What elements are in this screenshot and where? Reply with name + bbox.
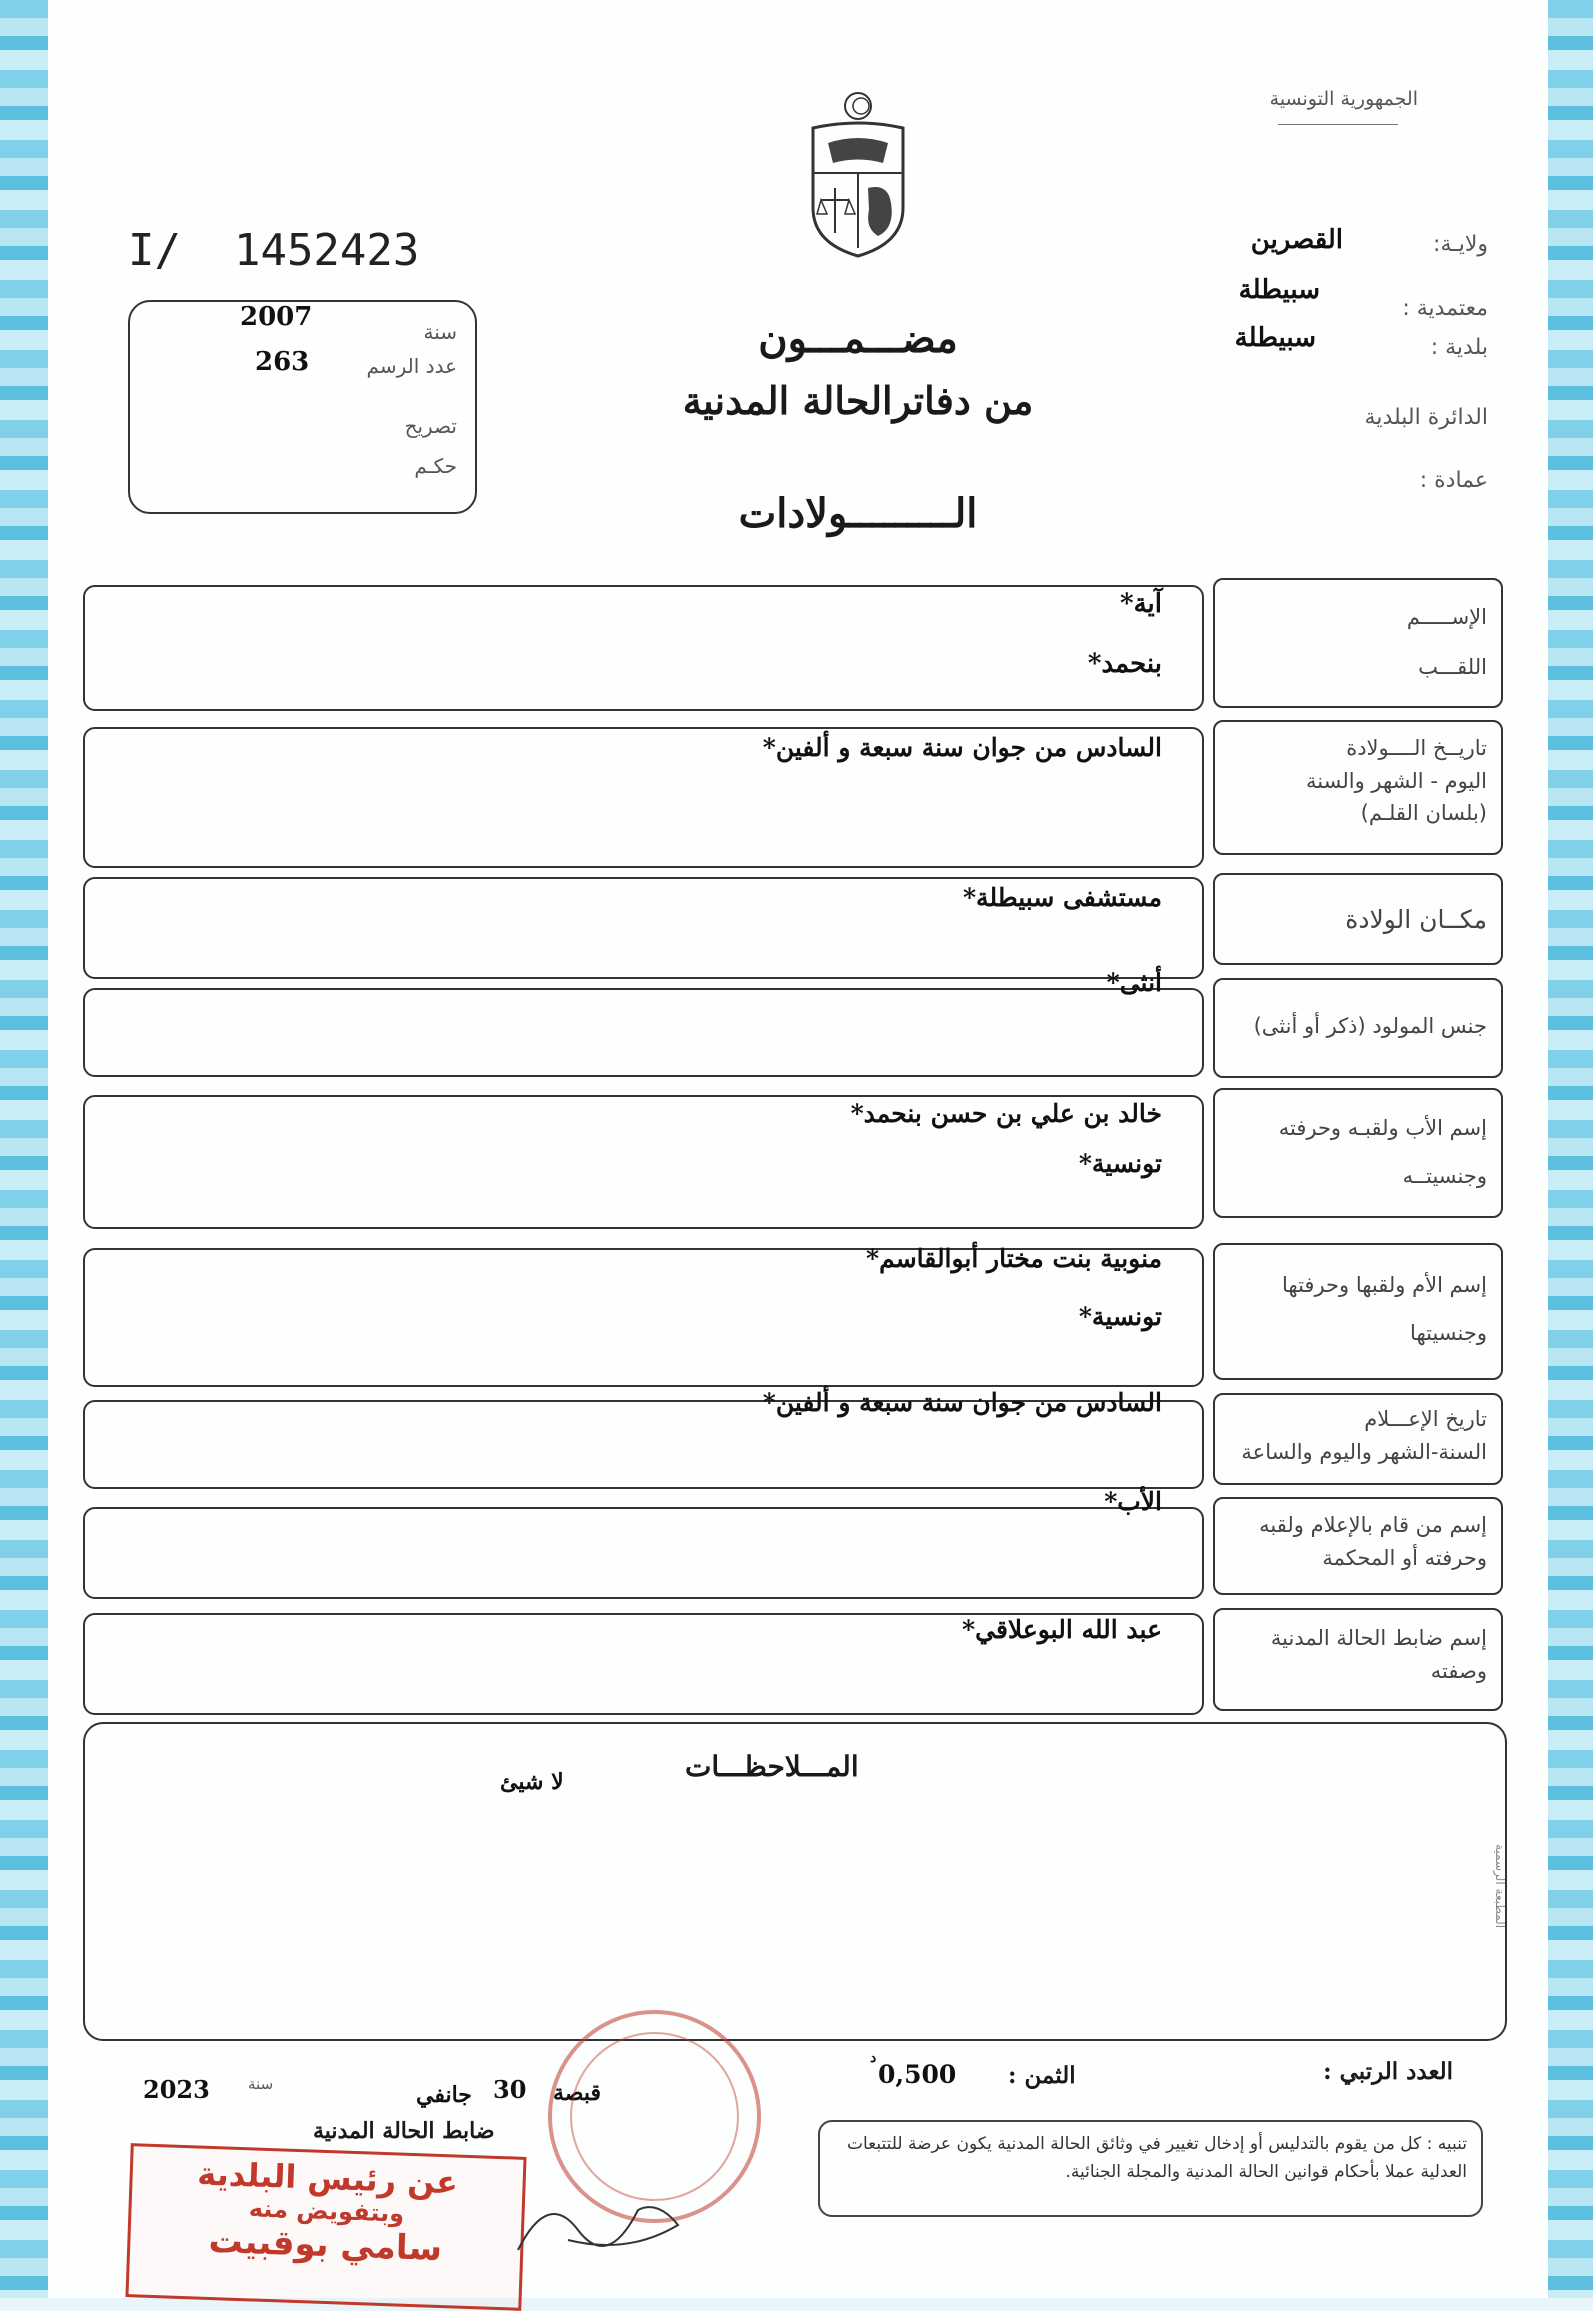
wilaya-value: القصرين xyxy=(1250,225,1343,255)
declarant-label: إسم من قام بالإعلام ولقبه xyxy=(1259,1513,1487,1537)
declarant-sublabel: وحرفته أو المحكمة xyxy=(1322,1545,1487,1570)
last-name-label: اللقـــب xyxy=(1418,655,1487,680)
field-label-box-declarant xyxy=(1213,1497,1503,1595)
father-label: إسم الأب ولقبـه وحرفته xyxy=(1278,1116,1487,1140)
field-value-box-sex xyxy=(83,968,1204,1077)
delegation-stamp xyxy=(125,2143,526,2311)
field-value-box-birth-date xyxy=(83,727,1204,868)
document-subtitle: من دفاترالحالة المدنية xyxy=(682,378,1034,423)
handwritten-signature xyxy=(508,2170,708,2270)
field-label-box-declaration-date xyxy=(1213,1393,1503,1485)
birth-date-sublabel: اليوم - الشهر والسنة xyxy=(1306,768,1487,793)
republic-underline xyxy=(1278,124,1398,125)
officer-sublabel: وصفته xyxy=(1430,1658,1487,1683)
mother-nationality-value: تونسية* xyxy=(1078,1302,1162,1331)
coat-of-arms-emblem xyxy=(803,88,913,258)
side-print-mark: المطبعة الرسمية xyxy=(1493,1844,1507,1929)
register-info-box xyxy=(128,300,477,514)
field-value-box-father xyxy=(83,1095,1204,1229)
father-name-value: خالد بن علي بن حسن بنحمد* xyxy=(850,1099,1162,1128)
register-year-value: 2007 xyxy=(240,302,313,332)
field-label-box-mother xyxy=(1213,1243,1503,1380)
stamp-line-1: عن رئيس البلدية xyxy=(196,2154,459,2202)
mother-label: إسم الأم ولقبها وحرفتها xyxy=(1282,1273,1487,1297)
baladiya-label: بلدية : xyxy=(1430,335,1488,360)
sex-value: أنثى* xyxy=(1106,968,1162,997)
serial-number-label: العدد الرتبي : xyxy=(1323,2058,1453,2085)
issue-year-label: سنة xyxy=(248,2075,274,2093)
remarks-value: لا شيئ xyxy=(500,1769,564,1795)
field-label-box-father xyxy=(1213,1088,1503,1218)
officer-name-value: عبد الله البوعلاقي* xyxy=(962,1615,1162,1644)
document-page xyxy=(48,0,1548,2298)
declarant-value: الأب* xyxy=(1104,1487,1162,1516)
officer-label: إسم ضابط الحالة المدنية xyxy=(1270,1626,1487,1650)
legal-notice: تنبيه : كل من يقوم بالتدليس أو إدخال تغيير في وثائق الحالة المدنية يكون عرضة للتتبعات العدلية عملا بأحكام قوانين الحالة المدنية والمجلة الجنائية. xyxy=(818,2120,1483,2217)
sex-label: جنس المولود (ذكر أو أنثى) xyxy=(1253,1014,1487,1038)
price-value: 0,500 xyxy=(878,2060,957,2089)
mutamadiya-value: سبيطلة xyxy=(1238,275,1320,305)
field-value-box-officer xyxy=(83,1613,1204,1715)
stamp-line-2: وبتفويض منه xyxy=(248,2194,405,2228)
price-unit: د xyxy=(870,2050,877,2066)
document-title: مضـــمـــون xyxy=(758,315,958,362)
field-label-box-name xyxy=(1213,578,1503,708)
first-name-label: الإســـــم xyxy=(1406,605,1487,629)
field-value-box-birth-place xyxy=(83,877,1204,979)
baladiya-value: سبيطلة xyxy=(1234,323,1316,353)
birth-date-note: (بلسان القلـم) xyxy=(1360,801,1487,826)
field-value-box-declaration-date xyxy=(83,1388,1204,1489)
register-number-label: عدد الرسم xyxy=(366,354,457,378)
field-label-box-officer xyxy=(1213,1608,1503,1711)
section-title-births: الـــــــــولادات xyxy=(738,490,978,537)
register-judgment-label: حكـم xyxy=(414,454,457,478)
register-serial-number: I/ 1452423 xyxy=(128,225,420,276)
declaration-date-sublabel: السنة-الشهر واليوم والساعة xyxy=(1241,1439,1487,1464)
remarks-label: المـــلاحظـــات xyxy=(685,1750,859,1783)
issue-month: جانفي xyxy=(416,2082,472,2108)
birth-date-label: تاريــخ الــــولادة xyxy=(1346,736,1487,760)
register-declaration-label: تصريح xyxy=(404,414,457,438)
field-label-box-sex xyxy=(1213,978,1503,1078)
price-label: الثمن : xyxy=(1008,2062,1076,2089)
declaration-date-value: السادس من جوان سنة سبعة و ألفين* xyxy=(762,1388,1162,1417)
wilaya-label: ولايـة: xyxy=(1433,232,1488,257)
mother-nationality-label: وجنسيتها xyxy=(1410,1321,1487,1346)
republic-label: الجمهورية التونسية xyxy=(1269,88,1418,110)
father-nationality-value: تونسية* xyxy=(1078,1149,1162,1178)
issue-place: قبصة xyxy=(553,2080,602,2106)
birth-place-label: مكــان الولادة xyxy=(1345,905,1487,934)
field-label-box-birth-date xyxy=(1213,720,1503,855)
mother-name-value: منوبية بنت مختار أبوالقاسم* xyxy=(866,1244,1162,1273)
mutamadiya-label: معتمدية : xyxy=(1402,296,1488,321)
remarks-box xyxy=(83,1722,1507,2041)
field-value-box-name xyxy=(83,585,1204,711)
issue-day: 30 xyxy=(493,2075,527,2104)
field-label-box-birth-place xyxy=(1213,873,1503,965)
field-value-box-mother xyxy=(83,1244,1204,1387)
declaration-date-label: تاريخ الإعـــلام xyxy=(1364,1407,1487,1431)
father-nationality-label: وجنسيتــه xyxy=(1402,1164,1487,1189)
field-value-box-declarant xyxy=(83,1487,1204,1599)
last-name-value: بنحمد* xyxy=(1087,649,1162,679)
first-name-value: آية* xyxy=(1120,589,1162,619)
officer-signature-label: ضابط الحالة المدنية xyxy=(313,2118,495,2144)
daira-label: الدائرة البلدية xyxy=(1364,405,1488,430)
register-year-label: سنة xyxy=(423,320,457,344)
stamp-line-3: سامي بوقبيت xyxy=(207,2220,443,2270)
issue-year-value: 2023 xyxy=(143,2075,210,2104)
imada-label: عمادة : xyxy=(1419,468,1488,493)
birth-place-value: مستشفى سبيطلة* xyxy=(962,883,1162,912)
birth-date-value: السادس من جوان سنة سبعة و ألفين* xyxy=(762,733,1162,762)
register-number-value: 263 xyxy=(255,347,310,377)
